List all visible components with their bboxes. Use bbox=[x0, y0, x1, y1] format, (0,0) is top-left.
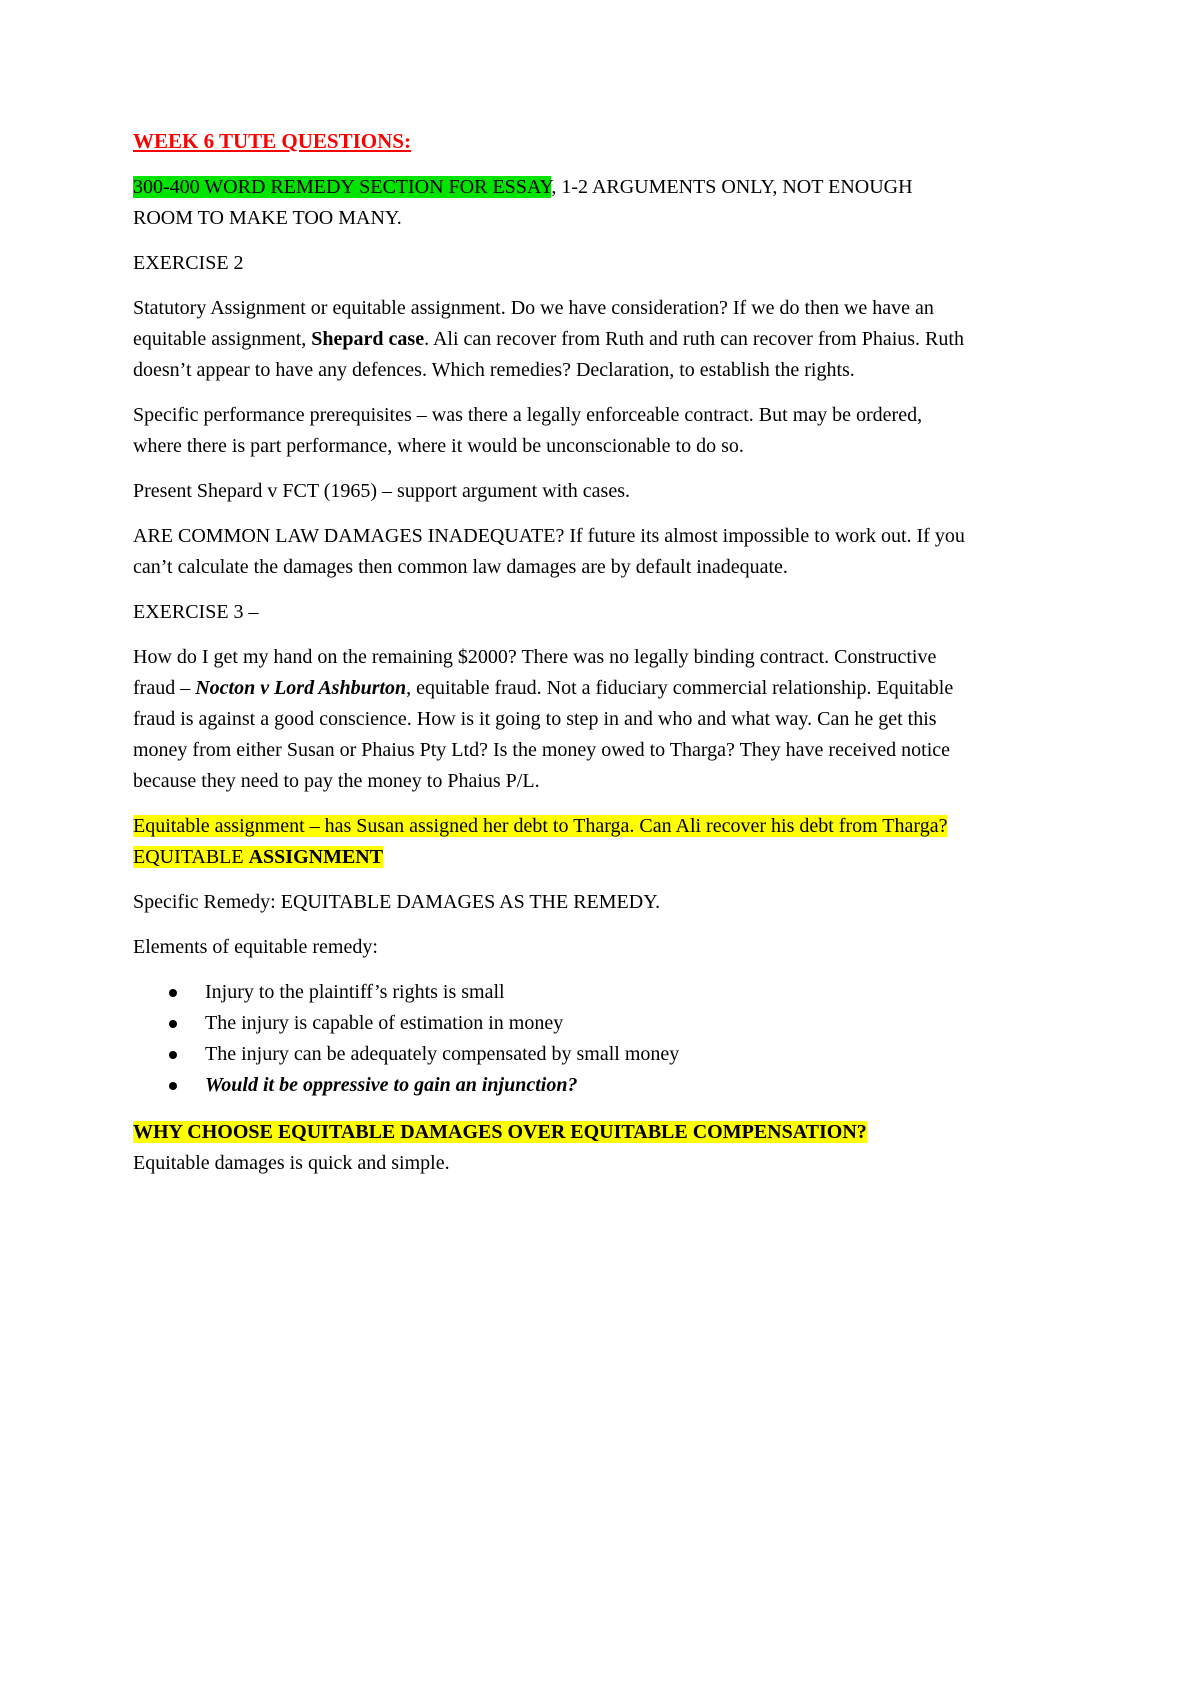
elements-bullet-list bbox=[133, 977, 970, 1101]
paragraph-intro bbox=[133, 172, 970, 234]
equitable-assignment-main: Equitable assignment – has Susan assigned her debt to Tharga. Can Ali recover his debt from Tharga? EQUITABLE bbox=[133, 815, 948, 868]
yellow-highlighted-text bbox=[133, 815, 947, 868]
list-item bbox=[133, 1008, 970, 1039]
bullet-text-emphasized: Would it be oppressive to gain an injunction? bbox=[205, 1074, 578, 1096]
bullet-text: The injury can be adequately compensated by small money bbox=[205, 1043, 680, 1065]
statutory-text-post: . Ali can recover from Ruth and ruth can recover from Phaius. Ruth doesn’t appear to have any defences. Which remedies? Declaration, to establish the rights. bbox=[133, 328, 964, 381]
paragraph-equitable-assignment-highlighted bbox=[133, 811, 970, 873]
paragraph-common-law-damages: ARE COMMON LAW DAMAGES INADEQUATE? If future its almost impossible to work out. If you can’t calculate the damages then common law damages are by default inadequate. bbox=[133, 525, 965, 578]
list-item bbox=[133, 977, 970, 1008]
paragraph-why-body: Equitable damages is quick and simple. bbox=[133, 1152, 450, 1174]
statutory-text-pre: Statutory Assignment or equitable assignment. Do we have consideration? If we do then we have an equitable assignment, bbox=[133, 297, 934, 350]
heading-exercise-2: EXERCISE 2 bbox=[133, 252, 244, 274]
how-text-pre: How do I get my hand on the remaining $2000? There was no legally binding contract. Constructive fraud – bbox=[133, 646, 937, 699]
paragraph-specific-performance: Specific performance prerequisites – was there a legally enforceable contract. But may be ordered, where there is part performance, where it would be unconscionable to do so. bbox=[133, 404, 923, 457]
equitable-assignment-bold: ASSIGNMENT bbox=[248, 846, 384, 868]
bullet-icon bbox=[169, 1051, 177, 1059]
document-title: WEEK 6 TUTE QUESTIONS: bbox=[133, 129, 411, 153]
green-highlighted-text: 300-400 WORD REMEDY SECTION FOR ESSAY bbox=[133, 176, 552, 198]
paragraph-specific-remedy: Specific Remedy: EQUITABLE DAMAGES AS THE REMEDY. bbox=[133, 891, 661, 913]
list-item bbox=[133, 1070, 970, 1101]
bullet-icon bbox=[169, 1020, 177, 1028]
bullet-icon bbox=[169, 1082, 177, 1090]
bullet-icon bbox=[169, 989, 177, 997]
intro-rest-text: , 1-2 ARGUMENTS ONLY, NOT ENOUGH ROOM TO MAKE TOO MANY. bbox=[133, 176, 913, 229]
how-text-post: , equitable fraud. Not a fiduciary commercial relationship. Equitable fraud is against a good conscience. How is it going to step in and who and what way. Can he get this money from either Susan or Phaius Pty Ltd? Is the money owed to Tharga? They have received notice because they need to pay the money to Phaius P/L. bbox=[133, 677, 954, 792]
paragraph-why-heading bbox=[133, 1117, 970, 1148]
shepard-case-bold: Shepard case bbox=[311, 328, 425, 350]
bullet-text: Injury to the plaintiff’s rights is small bbox=[205, 981, 505, 1003]
paragraph-present-shepard: Present Shepard v FCT (1965) – support argument with cases. bbox=[133, 480, 630, 502]
yellow-highlighted-heading: WHY CHOOSE EQUITABLE DAMAGES OVER EQUITABLE COMPENSATION? bbox=[133, 1121, 867, 1143]
paragraph-elements-heading: Elements of equitable remedy: bbox=[133, 936, 378, 958]
paragraph-statutory-assignment bbox=[133, 293, 970, 386]
heading-exercise-3: EXERCISE 3 – bbox=[133, 601, 259, 623]
bullet-text: The injury is capable of estimation in money bbox=[205, 1012, 564, 1034]
nocton-case-bold-italic: Nocton v Lord Ashburton bbox=[195, 677, 407, 699]
list-item bbox=[133, 1039, 970, 1070]
paragraph-constructive-fraud bbox=[133, 642, 970, 797]
